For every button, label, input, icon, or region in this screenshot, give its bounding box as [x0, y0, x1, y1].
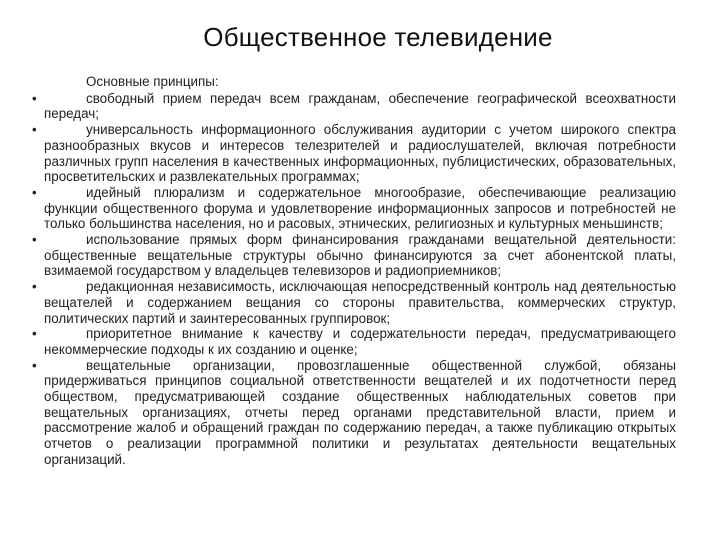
principle-text: приоритетное внимание к качеству и содержательности передач, предусматривающего некоммерческие подходы к их созданию и оценке;: [44, 326, 676, 357]
principle-item: [32, 90, 676, 122]
principle-text: вещательные организации, провозглашенные общественной службой, обязаны придерживаться принципов социальной ответственности вещателей и их подотчетности перед обществом, предусматривающей создание общественных наблюдательных советов при вещательных организациях, отчеты перед органами представительной власти, прием и рассмотрение жалоб и обращений граждан по содержанию передач, а также публикацию открытых отчетов о реализации программной политики и результатах деятельности вещательных организаций.: [44, 357, 676, 467]
principle-item: [32, 279, 676, 326]
bullet-icon: •: [32, 122, 37, 138]
principle-text: редакционная независимость, исключающая непосредственный контроль над деятельностью вещателей и содержанием вещания со стороны правительства, коммерческих структур, политических партий и заинтересованных группировок;: [44, 279, 676, 326]
principle-item: [32, 184, 676, 232]
principle-text: идейный плюрализм и содержательное многообразие, обеспечивающие реализацию функции общественного форума и удовлетворение информационных запросов и потребностей не только большинства населения, но и расовых, этнических, религиозных и культурных меньшинств;: [44, 184, 676, 232]
bullet-icon: •: [32, 326, 37, 342]
slide-body: [32, 74, 676, 468]
principle-text: универсальность информационного обслуживания аудитории с учетом широкого спектра разнообразных вкусов и интересов телезрителей и радиослушателей, включая потребности различных групп населения в качественных информационных, публицистических, образовательных, просветительских и развлекательных программах;: [44, 122, 676, 185]
bullet-icon: •: [32, 90, 37, 106]
bullet-icon: •: [32, 232, 37, 248]
principle-item: [32, 326, 676, 357]
intro-text: Основные принципы:: [86, 74, 219, 89]
principle-item: [32, 357, 676, 468]
principle-text: использование прямых форм финансирования гражданами вещательной деятельности: общественные вещательные структуры обычно финансируются за счет абонентской платы, взимаемой государством у владельцев телевизоров и радиоприемников;: [44, 232, 676, 279]
principle-text: свободный прием передач всем гражданам, обеспечение географической всеохватности передач;: [44, 90, 676, 122]
bullet-icon: •: [32, 184, 37, 200]
principle-item: [32, 122, 676, 185]
bullet-icon: •: [32, 279, 37, 295]
slide-title: Общественное телевидение: [203, 22, 553, 52]
bullet-icon: •: [32, 357, 37, 373]
principle-item: [32, 232, 676, 279]
